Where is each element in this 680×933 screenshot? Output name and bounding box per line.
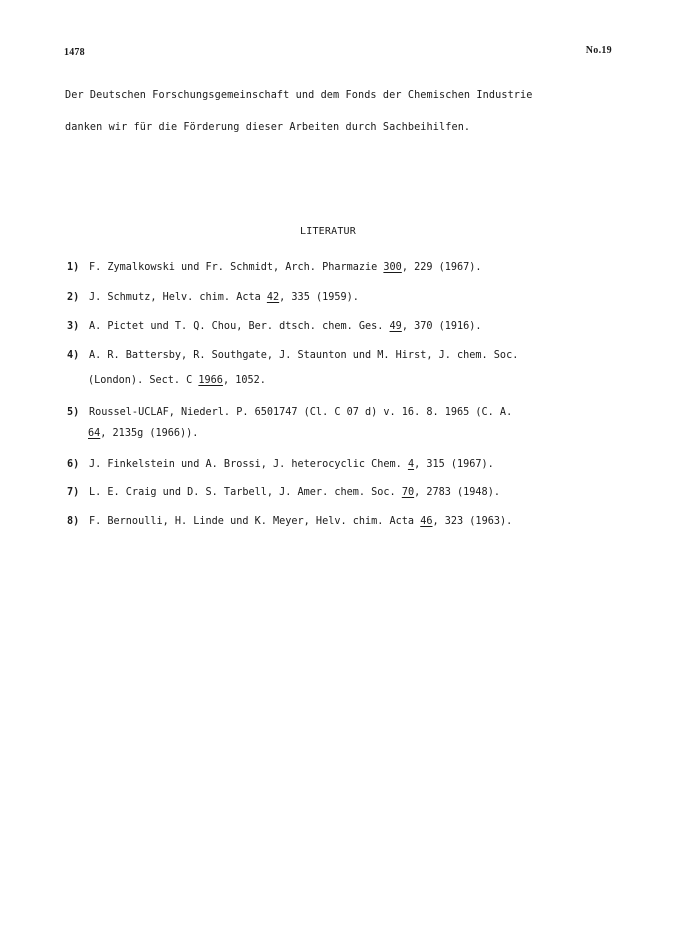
acknowledgement-paragraph: [65, 80, 625, 144]
reference-text: , 1052.: [222, 375, 266, 386]
reference-text: L. E. Craig und D. S. Tarbell, J. Amer. chem. Soc.: [89, 487, 402, 498]
reference-number: 5): [67, 407, 80, 418]
reference-item: [67, 407, 637, 439]
reference-text: , 370 (1916).: [401, 321, 482, 332]
reference-continuation: [67, 375, 637, 386]
issue-number: No.19: [585, 45, 612, 56]
reference-number: 6): [67, 459, 80, 470]
reference-volume: 64: [88, 428, 101, 439]
reference-volume: 49: [389, 321, 402, 332]
reference-text: , 315 (1967).: [414, 459, 494, 470]
page-number: 1478: [64, 47, 85, 58]
reference-text: J. Schmutz, Helv. chim. Acta: [89, 292, 267, 303]
reference-volume: 46: [420, 516, 433, 527]
reference-text: J. Finkelstein und A. Brossi, J. heterocyclic Chem.: [89, 459, 408, 470]
reference-text: , 2783 (1948).: [414, 487, 500, 498]
reference-number: 4): [67, 350, 80, 361]
reference-volume: 1966: [198, 375, 223, 386]
reference-item: [67, 350, 637, 386]
reference-item: [67, 262, 637, 273]
reference-number: 8): [67, 516, 80, 527]
reference-continuation: [67, 428, 637, 439]
reference-number: 2): [67, 292, 80, 303]
reference-item: [67, 459, 637, 470]
reference-text: (London). Sect. C: [88, 375, 199, 386]
reference-text: A. Pictet und T. Q. Chou, Ber. dtsch. chem. Ges.: [89, 321, 390, 332]
reference-volume: 42: [266, 292, 280, 303]
reference-item: [67, 516, 637, 527]
literature-heading: LITERATUR: [300, 226, 356, 237]
reference-text: Roussel-UCLAF, Niederl. P. 6501747 (Cl. C 07 d) v. 16. 8. 1965 (C. A.: [89, 407, 513, 418]
reference-item: [67, 321, 637, 332]
reference-item: [67, 292, 637, 303]
reference-text: A. R. Battersby, R. Southgate, J. Staunton und M. Hirst, J. chem. Soc.: [89, 350, 519, 361]
reference-volume: 70: [401, 487, 415, 498]
reference-text: F. Bernoulli, H. Linde und K. Meyer, Helv. chim. Acta: [89, 516, 421, 527]
reference-text: , 335 (1959).: [279, 292, 359, 303]
reference-text: F. Zymalkowski und Fr. Schmidt, Arch. Pharmazie: [89, 262, 384, 273]
acknowledgement-line: danken wir für die Förderung dieser Arbeiten durch Sachbeihilfen.: [65, 122, 471, 133]
reference-text: , 323 (1963).: [432, 516, 513, 527]
reference-volume: 4: [407, 459, 415, 470]
reference-text: , 2135g (1966)).: [100, 428, 199, 439]
reference-number: 1): [67, 262, 80, 273]
reference-number: 7): [67, 487, 80, 498]
reference-number: 3): [67, 321, 80, 332]
reference-text: , 229 (1967).: [401, 262, 482, 273]
reference-volume: 300: [383, 262, 402, 273]
acknowledgement-line: Der Deutschen Forschungsgemeinschaft und dem Fonds der Chemischen Industrie: [65, 90, 533, 101]
reference-item: [67, 487, 637, 498]
